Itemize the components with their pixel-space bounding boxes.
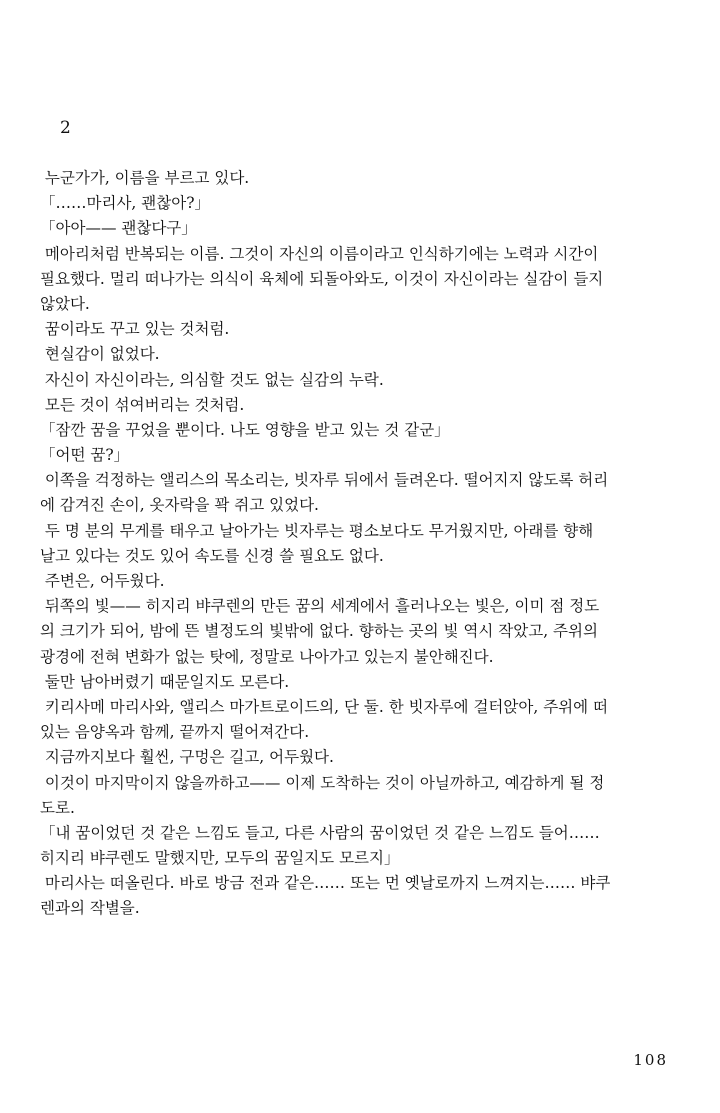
text-line: 있는 음양옥과 함께, 끝까지 떨어져간다. (40, 723, 310, 742)
text-line: 「아아—— 괜찮다구」 (40, 219, 197, 238)
text-line: 날고 있다는 것도 있어 속도를 신경 쓸 필요도 없다. (40, 546, 384, 565)
text-line: 뒤쪽의 빛—— 히지리 뱌쿠렌의 만든 꿈의 세계에서 흘러나오는 빛은, 이미 점 정도 (40, 597, 600, 616)
text-line: 자신이 자신이라는, 의심할 것도 없는 실감의 누락. (40, 370, 384, 389)
text-line: 지금까지보다 훨씬, 구멍은 길고, 어두웠다. (40, 748, 334, 767)
text-line: 광경에 전혀 변화가 없는 탓에, 정말로 나아가고 있는지 불안해진다. (40, 647, 494, 666)
body-text (40, 166, 680, 922)
text-line: 누군가가, 이름을 부르고 있다. (40, 169, 250, 187)
text-line: 의 크기가 되어, 밤에 뜬 별정도의 빛밖에 없다. 향하는 곳의 빛 역시 작았고, 주위의 (40, 622, 598, 641)
text-line: 이쪽을 걱정하는 앨리스의 목소리는, 빗자루 뒤에서 들려온다. 떨어지지 않도록 허리 (40, 471, 609, 490)
text-line: 「……마리사, 괜찮아?」 (40, 194, 211, 213)
text-line: 「어떤 꿈?」 (40, 446, 130, 465)
text-line: 필요했다. 멀리 떠나가는 의식이 육체에 되돌아와도, 이것이 자신이라는 실감이 들지 (40, 269, 604, 288)
text-line: 렌과의 작별을. (40, 899, 140, 918)
text-line: 꿈이라도 꾸고 있는 것처럼. (40, 320, 230, 339)
text-line: 마리사는 떠올린다. 바로 방금 전과 같은…… 또는 먼 옛날로까지 느껴지는…… 뱌쿠 (40, 874, 611, 893)
chapter-number: 2 (60, 118, 71, 138)
text-line: 「잠깐 꿈을 꾸었을 뿐이다. 나도 영향을 받고 있는 것 같군」 (40, 420, 450, 439)
page-number: 108 (633, 1051, 668, 1069)
text-line: 둘만 남아버렸기 때문일지도 모른다. (40, 672, 290, 691)
text-line: 메아리처럼 반복되는 이름. 그것이 자신의 이름이라고 인식하기에는 노력과 시간이 (40, 244, 599, 263)
text-line: 않았다. (40, 294, 90, 313)
text-line: 에 감겨진 손이, 옷자락을 꽉 쥐고 있었다. (40, 496, 319, 515)
text-line: 모든 것이 섞여버리는 것처럼. (40, 395, 245, 414)
text-line: 히지리 뱌쿠렌도 말했지만, 모두의 꿈일지도 모르지」 (40, 849, 400, 868)
text-line: 두 명 분의 무게를 태우고 날아가는 빗자루는 평소보다도 무거웠지만, 아래를 향해 (40, 521, 594, 540)
text-line: 「내 꿈이었던 것 같은 느낌도 들고, 다른 사람의 꿈이었던 것 같은 느낌도 들어…… (40, 823, 600, 842)
text-line: 현실감이 없었다. (40, 345, 160, 364)
text-line: 도로. (40, 798, 75, 817)
text-line: 키리사메 마리사와, 앨리스 마가트로이드의, 단 둘. 한 빗자루에 걸터앉아, 주위에 떠 (40, 697, 609, 716)
text-line: 이것이 마지막이지 않을까하고—— 이제 도착하는 것이 아닐까하고, 예감하게 될 정 (40, 773, 605, 792)
text-line: 주변은, 어두웠다. (40, 572, 165, 590)
